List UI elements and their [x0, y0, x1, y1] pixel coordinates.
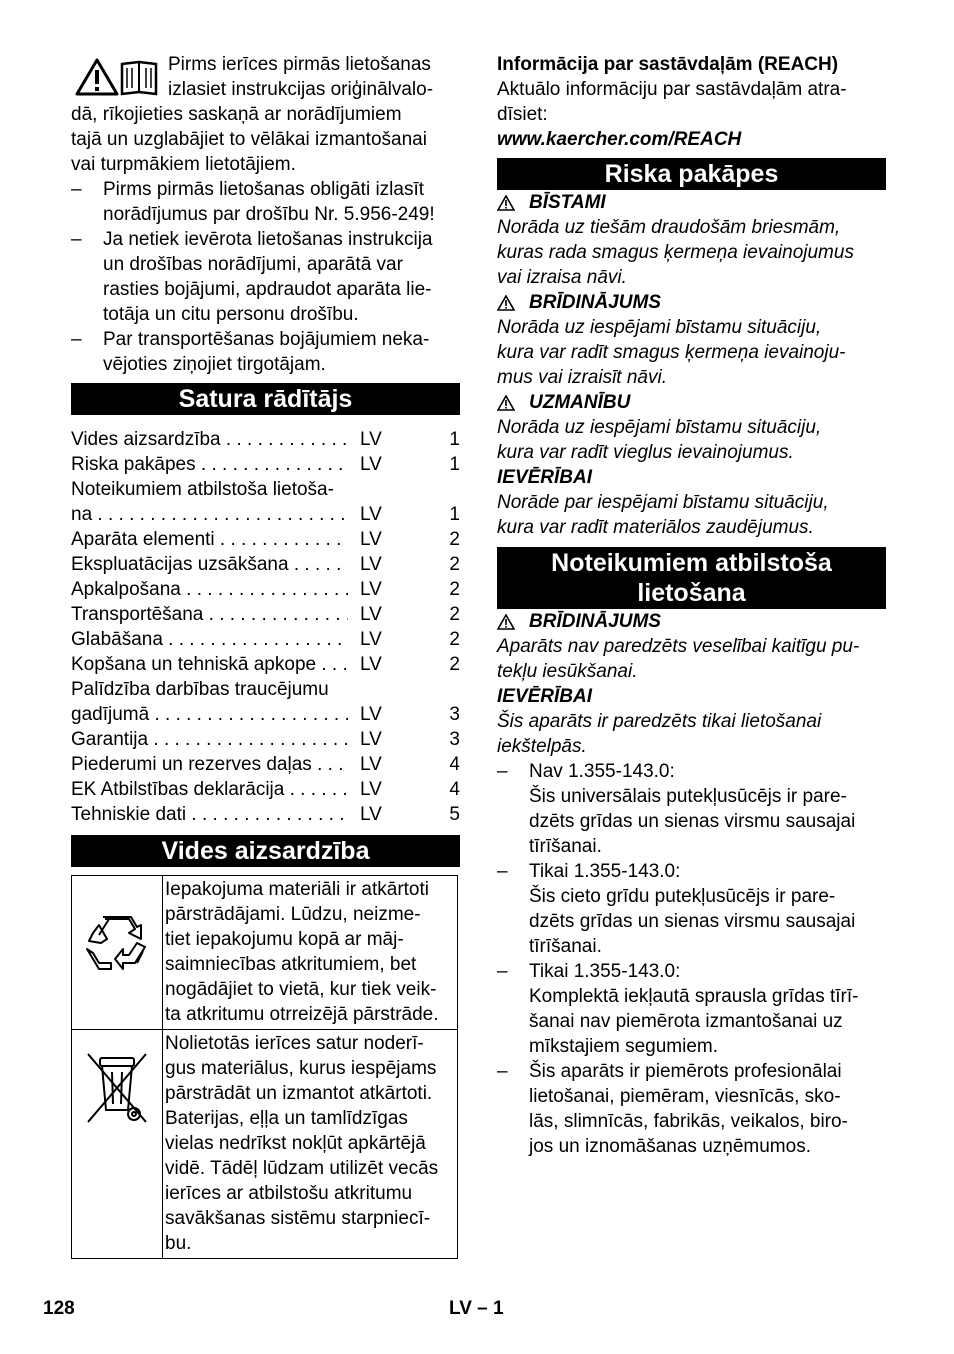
- toc-entry-language: LV: [360, 754, 382, 775]
- risk-label: IEVĒRĪBAI: [497, 467, 593, 488]
- toc-entry-page: 2: [449, 529, 460, 550]
- bullet-item: – Ja netiek ievērota lietošanas instrukcija un drošības norādījumi, aparātā var rasties bojājumi, apdraudot aparāta lie- totāja un citu personu drošību.: [71, 227, 460, 327]
- warning-icon: [497, 395, 515, 411]
- toc-entry[interactable]: [71, 577, 460, 602]
- toc-entry[interactable]: [71, 452, 460, 477]
- disposal-text: Nolietotās ierīces satur noderī- gus materiālus, kurus iespējams pārstrādāt un izmantot atkārtoti. Baterijas, eļļa un tamlīdzīgas vielas nedrīkst nokļūt apkārtējā vidē. Tādēļ lūdzam utilizēt vecās ierīces ar atbilstošu atkritumu savākšanas sistēmu starpniecī- bu.: [163, 1030, 458, 1259]
- toc-entry-language: LV: [360, 779, 382, 800]
- toc-entry-language: LV: [360, 454, 382, 475]
- warning-icon: [497, 614, 515, 630]
- toc-entry[interactable]: [71, 627, 460, 652]
- toc-entry[interactable]: [71, 727, 460, 752]
- risk-levels: [497, 190, 886, 540]
- crossed-bin-icon: [82, 1048, 152, 1128]
- environment-table: [71, 875, 458, 1259]
- recycling-text: Iepakojuma materiāli ir atkārtoti pārstrādājami. Lūdzu, neizme- tiet iepakojumu kopā ar māj- saimniecības atkritumiem, bet nogādājiet to vietā, kur tiek veik- ta atkritumu otrreizējā pārstrāde.: [163, 876, 458, 1030]
- intro-line: tajā un uzglabājiet to vēlākai izmantošanai: [71, 129, 427, 150]
- toc-entry-page: 1: [449, 454, 460, 475]
- toc-entry[interactable]: [71, 527, 460, 552]
- toc-entry-language: LV: [360, 729, 382, 750]
- use-notice-label: IEVĒRĪBAI: [497, 686, 593, 707]
- section-label: LV – 1: [449, 1298, 504, 1319]
- toc-entry-page: 1: [449, 429, 460, 450]
- intro-block: [71, 52, 460, 177]
- bullet-item: – Tikai 1.355-143.0: Komplektā iekļautā sprausla grīdas tīrī- šanai nav piemērota izmantošanai uz mīkstajiem segumiem.: [497, 959, 886, 1059]
- intro-line: vai turpmākiem lietotājiem.: [71, 154, 296, 175]
- bullet-item: – Nav 1.355-143.0: Šis universālais putekļusūcējs ir pare- dzēts grīdas un sienas virsmu sausajai tīrīšanai.: [497, 759, 886, 859]
- toc-entry[interactable]: [71, 752, 460, 777]
- toc-entry-title: Garantija . . .: [71, 727, 348, 752]
- toc-entry[interactable]: [71, 427, 460, 452]
- toc-entry-line: Noteikumiem atbilstoša lietoša-: [71, 479, 334, 500]
- toc-entry-language: LV: [360, 654, 382, 675]
- left-column: [71, 52, 460, 1259]
- toc-entry-page: 3: [449, 704, 460, 725]
- toc-entry-page: 1: [449, 504, 460, 525]
- reach-text: Aktuālo informāciju par sastāvdaļām atra-: [497, 79, 847, 100]
- toc-entry[interactable]: [71, 552, 460, 577]
- toc-entry-language: LV: [360, 629, 382, 650]
- toc-entry-language: LV: [360, 429, 382, 450]
- intro-line: Pirms ierīces pirmās lietošanas: [168, 54, 431, 75]
- environment-heading: Vides aizsardzība: [71, 835, 460, 867]
- bin-cell: [72, 1030, 163, 1259]
- intro-line: dā, rīkojieties saskaņā ar norādījumiem: [71, 104, 402, 125]
- toc-entry-language: LV: [360, 579, 382, 600]
- toc-entry-title: Ekspluatācijas uzsākšana . . .: [71, 552, 348, 577]
- bullet-item: – Par transportēšanas bojājumiem neka- vējoties ziņojiet tirgotājam.: [71, 327, 460, 377]
- reach-link[interactable]: www.kaercher.com/REACH: [497, 129, 742, 150]
- toc-entry-page: 2: [449, 654, 460, 675]
- risk-heading: Riska pakāpes: [497, 158, 886, 190]
- page-number: 128: [43, 1298, 75, 1319]
- risk-level-caution: UZMANĪBU Norāda uz iespējami bīstamu situāciju, kura var radīt vieglus ievainojumus.: [497, 392, 822, 463]
- reach-text: dīsiet:: [497, 104, 548, 125]
- bullet-item: – Šis aparāts ir piemērots profesionālai lietošanai, piemēram, viesnīcās, sko- lās, slimnīcās, fabrikās, veikalos, biro- jos un iznomāšanas uzņēmumos.: [497, 1059, 886, 1159]
- toc-entry-title: Riska pakāpes . . .: [71, 452, 348, 477]
- warning-icon: [497, 295, 515, 311]
- toc-entry-language: LV: [360, 604, 382, 625]
- risk-label: BĪSTAMI: [529, 192, 606, 213]
- toc-entry-line: Palīdzība darbības traucējumu: [71, 679, 329, 700]
- toc-entry-language: LV: [360, 504, 382, 525]
- toc-entry[interactable]: [71, 802, 460, 827]
- toc-entry-page: 3: [449, 729, 460, 750]
- toc-entry[interactable]: [71, 652, 460, 677]
- toc-entry-page: 2: [449, 579, 460, 600]
- risk-label: BRĪDINĀJUMS: [529, 292, 661, 313]
- toc-entry-title: Kopšana un tehniskā apkope . . .: [71, 652, 348, 677]
- toc-entry[interactable]: [71, 777, 460, 802]
- table-of-contents: [71, 427, 460, 827]
- intro-line: izlasiet instrukcijas oriģinālvalo-: [168, 79, 434, 100]
- toc-entry-page: 2: [449, 629, 460, 650]
- toc-entry-title: gadījumā . . .: [71, 702, 348, 727]
- risk-level-notice: IEVĒRĪBAI Norāde par iespējami bīstamu situāciju, kura var radīt materiālos zaudējumus.: [497, 465, 886, 540]
- intro-bullets: [71, 177, 460, 377]
- toc-entry-title: Glabāšana . . .: [71, 627, 348, 652]
- toc-entry-title: Vides aizsardzība . . .: [71, 427, 348, 452]
- right-column: Informācija par sastāvdaļām (REACH) Aktuālo informāciju par sastāvdaļām atra- dīsiet: www.kaercher.com/REACH Riska pakāpes BĪSTAMI Norāda uz tiešām draudošām briesmām, kuras rada smagus ķermeņa ievainojumus vai izraisa nāvi. BRĪDINĀJUMS Norāda uz iespējami bīstamu situāciju, kura var radīt smagus ķermeņa ievainoju- mus vai izraisīt nāvi. UZMANĪBU Norāda uz iespējami bīstamu situāciju, kura var radīt vieglus ievainojumus. IEVĒRĪBAI Norāde par iespējami bīstamu situāciju, kura var radīt materiālos zaudējumus. Noteikumiem atbilstoša lietošana BRĪDINĀJUMS Aparāts nav paredzēts veselībai kaitīgu pu- tekļu iesūkšanai. IEVĒRĪBAI Šis aparāts ir paredzēts tikai lietošanai iekštelpās. – Nav 1.355-143.0: Šis universālais putekļusūcējs ir pare- dzēts grīdas un sienas virsmu sausajai tīrīšanai. – Tikai 1.355-143.0: Šis cieto grīdu putekļusūcējs ir pare- dzēts grīdas un sienas virsmu sausajai tīrīšanai. – Tikai 1.355-143.0: Komplektā iekļautā sprausla grīdas tīrī- šanai nav piemērota izmantošanai uz mīkstajiem segumiem. – Šis aparāts ir piemērots profesionālai lietošanai, piemēram, viesnīcās, sko- lās, slimnīcās, fabrikās, veikalos, biro- jos un iznomāšanas uzņēmumos.: [497, 52, 886, 1159]
- toc-entry[interactable]: [71, 502, 460, 527]
- toc-entry-page: 5: [449, 804, 460, 825]
- toc-entry[interactable]: [71, 702, 460, 727]
- warning-manual-icon: [75, 58, 163, 96]
- toc-entry-title: Aparāta elementi . . .: [71, 527, 348, 552]
- toc-entry-page: 2: [449, 554, 460, 575]
- risk-level-warning: BRĪDINĀJUMS Norāda uz iespējami bīstamu situāciju, kura var radīt smagus ķermeņa ievainoju- mus vai izraisīt nāvi.: [497, 292, 846, 388]
- risk-level-danger: BĪSTAMI Norāda uz tiešām draudošām briesmām, kuras rada smagus ķermeņa ievainojumus vai izraisa nāvi.: [497, 192, 854, 288]
- environment-row: [72, 1030, 458, 1259]
- toc-entry-title: na . . .: [71, 502, 348, 527]
- toc-entry-title: Transportēšana . . .: [71, 602, 348, 627]
- environment-row: [72, 876, 458, 1030]
- recycling-icon: [79, 911, 155, 987]
- toc-entry-title: Tehniskie dati . . .: [71, 802, 348, 827]
- use-bullets: [497, 759, 886, 1159]
- bullet-item: – Pirms pirmās lietošanas obligāti izlasīt norādījumus par drošību Nr. 5.956-249!: [71, 177, 460, 227]
- reach-title: Informācija par sastāvdaļām (REACH): [497, 54, 839, 75]
- warning-icon: [497, 195, 515, 211]
- toc-heading: Satura rādītājs: [71, 383, 460, 415]
- toc-entry-title: Apkalpošana . . .: [71, 577, 348, 602]
- toc-entry-title: Piederumi un rezerves daļas . . .: [71, 752, 348, 777]
- toc-entry[interactable]: [71, 602, 460, 627]
- toc-entry-language: LV: [360, 804, 382, 825]
- toc-entry-page: 4: [449, 754, 460, 775]
- toc-entry-language: LV: [360, 704, 382, 725]
- toc-entry-language: LV: [360, 529, 382, 550]
- risk-label: UZMANĪBU: [529, 392, 631, 413]
- use-warning-label: BRĪDINĀJUMS: [529, 611, 661, 632]
- toc-entry-language: LV: [360, 554, 382, 575]
- toc-entry-page: 2: [449, 604, 460, 625]
- toc-entry-title: EK Atbilstības deklarācija . . .: [71, 777, 348, 802]
- toc-entry-page: 4: [449, 779, 460, 800]
- bullet-item: – Tikai 1.355-143.0: Šis cieto grīdu putekļusūcējs ir pare- dzēts grīdas un sienas virsmu sausajai tīrīšanai.: [497, 859, 886, 959]
- recycling-cell: [72, 876, 163, 1030]
- proper-use-heading: Noteikumiem atbilstoša lietošana: [497, 547, 886, 609]
